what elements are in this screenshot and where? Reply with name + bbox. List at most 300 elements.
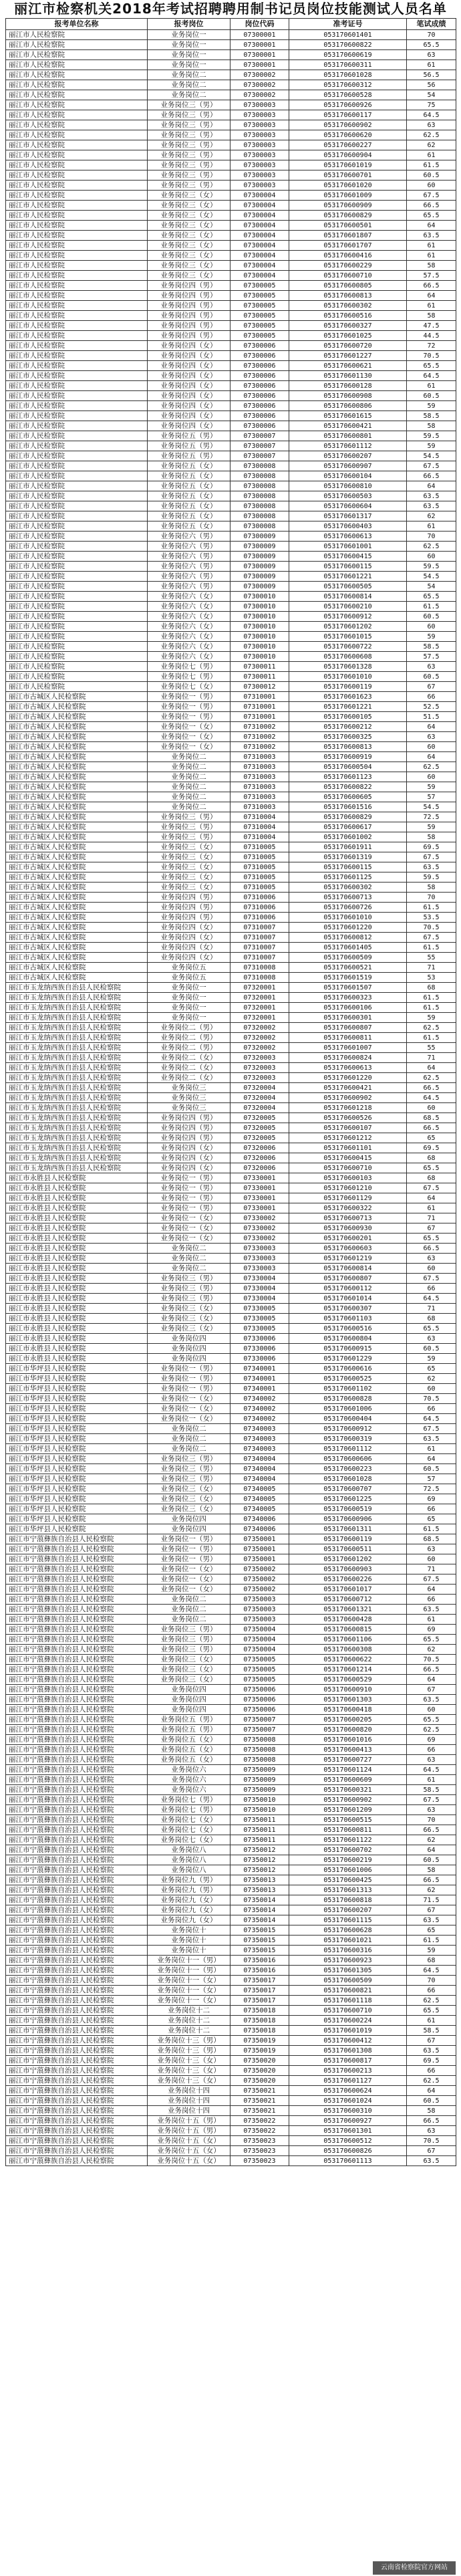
cell-unit: 丽江市宁蒗彝族自治县人民检察院 — [6, 2006, 148, 2016]
table-row — [6, 261, 456, 271]
table-row — [6, 1123, 456, 1133]
cell-ticket-number: 053170601007 — [289, 1043, 407, 1053]
cell-position: 业务岗位三（男） — [148, 1284, 230, 1294]
table-row — [6, 692, 456, 702]
cell-score: 56 — [407, 80, 456, 90]
cell-ticket-number: 053170601124 — [289, 1765, 407, 1775]
cell-unit: 丽江市宁蒗彝族自治县人民检察院 — [6, 2036, 148, 2046]
cell-position: 业务岗位十四 — [148, 2086, 230, 2096]
table-row — [6, 1374, 456, 1384]
cell-position: 业务岗位九（男） — [148, 1875, 230, 1885]
cell-ticket-number: 053170600418 — [289, 1705, 407, 1715]
cell-unit: 丽江市宁蒗彝族自治县人民检察院 — [6, 1905, 148, 1915]
cell-position-code: 07300003 — [230, 160, 289, 170]
cell-score: 64 — [407, 752, 456, 762]
cell-unit: 丽江市华坪县人民检察院 — [6, 1374, 148, 1384]
table-row — [6, 80, 456, 90]
cell-score: 66.5 — [407, 471, 456, 481]
cell-ticket-number: 053170601707 — [289, 241, 407, 251]
cell-score: 72 — [407, 341, 456, 351]
cell-ticket-number: 053170600413 — [289, 1745, 407, 1755]
cell-position-code: 07300002 — [230, 80, 289, 90]
table-row — [6, 662, 456, 672]
cell-position-code: 07310006 — [230, 893, 289, 903]
table-row — [6, 1284, 456, 1294]
cell-unit: 丽江市永胜县人民检察院 — [6, 1324, 148, 1334]
cell-score: 66.5 — [407, 1665, 456, 1675]
cell-position: 业务岗位三（男） — [148, 1474, 230, 1484]
cell-ticket-number: 053170601214 — [289, 1665, 407, 1675]
cell-score: 64 — [407, 1063, 456, 1073]
cell-score: 57 — [407, 792, 456, 802]
cell-ticket-number: 053170600805 — [289, 281, 407, 291]
cell-ticket-number: 053170600603 — [289, 1244, 407, 1254]
cell-position: 业务岗位二 — [148, 762, 230, 772]
cell-ticket-number: 053170601305 — [289, 1966, 407, 1976]
cell-position: 业务岗位二（女） — [148, 1063, 230, 1073]
cell-position-code: 07320001 — [230, 983, 289, 993]
cell-position: 业务岗位七（女） — [148, 1825, 230, 1835]
cell-position-code: 07310003 — [230, 792, 289, 802]
cell-ticket-number: 053170600316 — [289, 1946, 407, 1956]
cell-position: 业务岗位六（女） — [148, 602, 230, 612]
cell-unit: 丽江市永胜县人民检察院 — [6, 1264, 148, 1274]
cell-position: 业务岗位七（女） — [148, 1815, 230, 1825]
cell-ticket-number: 053170601219 — [289, 1254, 407, 1264]
cell-score: 64 — [407, 722, 456, 732]
table-row — [6, 1514, 456, 1524]
cell-position: 业务岗位十 — [148, 1946, 230, 1956]
cell-position-code: 07350013 — [230, 1885, 289, 1895]
cell-position-code: 07300005 — [230, 331, 289, 341]
cell-position: 业务岗位十五（女） — [148, 2136, 230, 2146]
cell-position: 业务岗位六（男） — [148, 572, 230, 582]
cell-position-code: 07350016 — [230, 1966, 289, 1976]
cell-score: 58 — [407, 261, 456, 271]
cell-position: 业务岗位三（女） — [148, 1665, 230, 1675]
cell-score: 72.5 — [407, 1484, 456, 1494]
cell-score: 66 — [407, 2066, 456, 2076]
cell-position: 业务岗位四（女） — [148, 341, 230, 351]
cell-position-code: 07350022 — [230, 2116, 289, 2126]
cell-position-code: 07330001 — [230, 1183, 289, 1193]
table-row — [6, 301, 456, 311]
cell-ticket-number: 053170601025 — [289, 331, 407, 341]
cell-ticket-number: 053170600226 — [289, 1574, 407, 1585]
cell-position-code: 07300006 — [230, 381, 289, 391]
cell-position-code: 07300010 — [230, 592, 289, 602]
table-row — [6, 1946, 456, 1956]
cell-position: 业务岗位七（男） — [148, 662, 230, 672]
cell-position-code: 07300001 — [230, 30, 289, 40]
cell-unit: 丽江市宁蒗彝族自治县人民检察院 — [6, 1815, 148, 1825]
cell-position: 业务岗位七（女） — [148, 1835, 230, 1845]
cell-ticket-number: 053170600201 — [289, 1234, 407, 1244]
cell-score: 65 — [407, 1514, 456, 1524]
table-row — [6, 1334, 456, 1344]
cell-score: 60 — [407, 552, 456, 562]
cell-score: 57.5 — [407, 652, 456, 662]
cell-ticket-number: 053170600818 — [289, 1895, 407, 1905]
cell-unit: 丽江市永胜县人民检察院 — [6, 1294, 148, 1304]
cell-position: 业务岗位二 — [148, 772, 230, 782]
cell-position-code: 07350022 — [230, 2126, 289, 2136]
cell-position-code: 07350014 — [230, 1915, 289, 1925]
cell-position-code: 07340001 — [230, 1384, 289, 1394]
cell-unit: 丽江市玉龙纳西族自治县人民检察院 — [6, 1123, 148, 1133]
table-row — [6, 732, 456, 742]
cell-ticket-number: 053170600519 — [289, 1504, 407, 1514]
table-row — [6, 1715, 456, 1725]
table-row — [6, 1845, 456, 1855]
cell-score: 68 — [407, 1956, 456, 1966]
cell-position: 业务岗位六（女） — [148, 592, 230, 602]
table-row — [6, 2026, 456, 2036]
cell-score: 75 — [407, 100, 456, 110]
cell-score: 62.5 — [407, 1023, 456, 1033]
cell-position-code: 07350007 — [230, 1725, 289, 1735]
cell-ticket-number: 053170601202 — [289, 622, 407, 632]
cell-unit: 丽江市人民检察院 — [6, 532, 148, 542]
cell-ticket-number: 053170601401 — [289, 30, 407, 40]
cell-position-code: 07340002 — [230, 1404, 289, 1414]
cell-unit: 丽江市人民检察院 — [6, 150, 148, 160]
cell-score: 63 — [407, 732, 456, 742]
cell-ticket-number: 053170600302 — [289, 301, 407, 311]
cell-score: 58 — [407, 1865, 456, 1875]
cell-unit: 丽江市人民检察院 — [6, 602, 148, 612]
table-row — [6, 481, 456, 491]
table-row — [6, 2096, 456, 2106]
table-row — [6, 1745, 456, 1755]
cell-unit: 丽江市人民检察院 — [6, 481, 148, 491]
cell-position: 业务岗位三（女） — [148, 1675, 230, 1685]
table-row — [6, 2076, 456, 2086]
cell-unit: 丽江市人民检察院 — [6, 251, 148, 261]
cell-score: 66 — [407, 1404, 456, 1414]
cell-ticket-number: 053170601001 — [289, 542, 407, 552]
cell-ticket-number: 053170600512 — [289, 2136, 407, 2146]
table-row — [6, 1665, 456, 1675]
cell-position-code: 07330003 — [230, 1264, 289, 1274]
cell-position: 业务岗位六（男） — [148, 552, 230, 562]
cell-position-code: 07300003 — [230, 140, 289, 150]
table-row — [6, 1203, 456, 1213]
cell-unit: 丽江市宁蒗彝族自治县人民检察院 — [6, 2126, 148, 2136]
cell-ticket-number: 053170600810 — [289, 481, 407, 491]
cell-position-code: 07300004 — [230, 221, 289, 231]
table-row — [6, 1705, 456, 1715]
cell-position: 业务岗位十 — [148, 1925, 230, 1936]
table-row — [6, 883, 456, 893]
cell-unit: 丽江市人民检察院 — [6, 662, 148, 672]
cell-position-code: 07330005 — [230, 1324, 289, 1334]
cell-ticket-number: 053170600814 — [289, 592, 407, 602]
table-row — [6, 953, 456, 963]
cell-unit: 丽江市人民检察院 — [6, 90, 148, 100]
cell-score: 68.5 — [407, 1113, 456, 1123]
cell-position-code: 07310006 — [230, 913, 289, 923]
cell-position: 业务岗位四（男） — [148, 281, 230, 291]
cell-position-code: 07340005 — [230, 1484, 289, 1494]
cell-score: 59 — [407, 632, 456, 642]
table-row — [6, 1023, 456, 1033]
cell-position-code: 07350015 — [230, 1946, 289, 1956]
cell-position: 业务岗位十一（女） — [148, 1996, 230, 2006]
cell-ticket-number: 053170601118 — [289, 1996, 407, 2006]
cell-score: 59.5 — [407, 562, 456, 572]
cell-ticket-number: 053170601130 — [289, 371, 407, 381]
table-row — [6, 582, 456, 592]
cell-unit: 丽江市人民检察院 — [6, 361, 148, 371]
cell-position-code: 07300008 — [230, 491, 289, 501]
cell-score: 62.5 — [407, 542, 456, 552]
cell-position: 业务岗位四（男） — [148, 1113, 230, 1123]
cell-position: 业务岗位五（男） — [148, 431, 230, 441]
cell-unit: 丽江市华坪县人民检察院 — [6, 1414, 148, 1424]
cell-ticket-number: 053170601010 — [289, 913, 407, 923]
cell-position: 业务岗位六（女） — [148, 612, 230, 622]
cell-ticket-number: 053170600710 — [289, 271, 407, 281]
cell-score: 62 — [407, 511, 456, 521]
cell-score: 54 — [407, 90, 456, 100]
cell-unit: 丽江市人民检察院 — [6, 321, 148, 331]
cell-position: 业务岗位三（男） — [148, 1464, 230, 1474]
cell-score: 62.5 — [407, 762, 456, 772]
cell-ticket-number: 053170600606 — [289, 1454, 407, 1464]
cell-position-code: 07320001 — [230, 1003, 289, 1013]
cell-unit: 丽江市永胜县人民检察院 — [6, 1244, 148, 1254]
cell-position-code: 07310008 — [230, 973, 289, 983]
cell-unit: 丽江市人民检察院 — [6, 562, 148, 572]
cell-ticket-number: 053170601229 — [289, 1354, 407, 1364]
cell-unit: 丽江市宁蒗彝族自治县人民检察院 — [6, 1915, 148, 1925]
cell-unit: 丽江市古城区人民检察院 — [6, 732, 148, 742]
cell-position-code: 07310003 — [230, 802, 289, 812]
cell-position-code: 07300006 — [230, 341, 289, 351]
cell-unit: 丽江市华坪县人民检察院 — [6, 1454, 148, 1464]
cell-score: 64.5 — [407, 1966, 456, 1976]
cell-unit: 丽江市人民检察院 — [6, 70, 148, 80]
cell-position: 业务岗位五（男） — [148, 1725, 230, 1735]
cell-ticket-number: 053170600806 — [289, 401, 407, 411]
cell-ticket-number: 053170600824 — [289, 1053, 407, 1063]
cell-position-code: 07350002 — [230, 1585, 289, 1595]
cell-unit: 丽江市人民检察院 — [6, 672, 148, 682]
cell-score: 65.5 — [407, 1715, 456, 1725]
cell-unit: 丽江市玉龙纳西族自治县人民检察院 — [6, 1153, 148, 1163]
cell-ticket-number: 053170601615 — [289, 411, 407, 421]
cell-position-code: 07350004 — [230, 1635, 289, 1645]
cell-position: 业务岗位六（男） — [148, 582, 230, 592]
cell-unit: 丽江市华坪县人民检察院 — [6, 1394, 148, 1404]
cell-position-code: 07300010 — [230, 652, 289, 662]
cell-unit: 丽江市古城区人民检察院 — [6, 842, 148, 852]
cell-ticket-number: 053170601129 — [289, 1193, 407, 1203]
table-row — [6, 1083, 456, 1093]
cell-position: 业务岗位二 — [148, 1244, 230, 1254]
cell-position-code: 07310008 — [230, 963, 289, 973]
cell-unit: 丽江市华坪县人民检察院 — [6, 1484, 148, 1494]
cell-unit: 丽江市华坪县人民检察院 — [6, 1434, 148, 1444]
cell-position: 业务岗位十三（男） — [148, 2036, 230, 2046]
cell-position: 业务岗位一（女） — [148, 1574, 230, 1585]
cell-unit: 丽江市古城区人民检察院 — [6, 692, 148, 702]
table-row — [6, 1244, 456, 1254]
cell-position: 业务岗位三（男） — [148, 1454, 230, 1464]
cell-unit: 丽江市人民检察院 — [6, 371, 148, 381]
cell-ticket-number: 053170601006 — [289, 1404, 407, 1414]
cell-ticket-number: 053170600105 — [289, 712, 407, 722]
table-row — [6, 391, 456, 401]
cell-score: 47.5 — [407, 321, 456, 331]
table-row — [6, 1304, 456, 1314]
cell-ticket-number: 053170601220 — [289, 923, 407, 933]
cell-unit: 丽江市永胜县人民检察院 — [6, 1334, 148, 1344]
cell-score: 67.5 — [407, 1424, 456, 1434]
cell-score: 70 — [407, 30, 456, 40]
table-row — [6, 1103, 456, 1113]
cell-ticket-number: 053170601020 — [289, 181, 407, 191]
table-row — [6, 501, 456, 511]
cell-score: 54.5 — [407, 802, 456, 812]
cell-position-code: 07300006 — [230, 391, 289, 401]
cell-unit: 丽江市古城区人民检察院 — [6, 782, 148, 792]
cell-ticket-number: 053170600722 — [289, 642, 407, 652]
table-row — [6, 1755, 456, 1765]
cell-position-code: 07300008 — [230, 481, 289, 491]
table-row — [6, 1805, 456, 1815]
cell-unit: 丽江市人民检察院 — [6, 351, 148, 361]
cell-unit: 丽江市宁蒗彝族自治县人民检察院 — [6, 2016, 148, 2026]
cell-position-code: 07320002 — [230, 1043, 289, 1053]
cell-unit: 丽江市宁蒗彝族自治县人民检察院 — [6, 2086, 148, 2096]
cell-score: 61 — [407, 381, 456, 391]
cell-position-code: 07300011 — [230, 662, 289, 672]
table-row — [6, 1424, 456, 1434]
cell-score: 67.5 — [407, 191, 456, 201]
cell-position-code: 07310003 — [230, 752, 289, 762]
cell-unit: 丽江市宁蒗彝族自治县人民检察院 — [6, 1625, 148, 1635]
cell-position-code: 07320002 — [230, 1023, 289, 1033]
cell-score: 67.5 — [407, 933, 456, 943]
cell-position: 业务岗位十一（男） — [148, 1966, 230, 1976]
cell-position: 业务岗位五（男） — [148, 451, 230, 461]
cell-unit: 丽江市宁蒗彝族自治县人民检察院 — [6, 1675, 148, 1685]
cell-position: 业务岗位七（女） — [148, 682, 230, 692]
table-row — [6, 401, 456, 411]
table-row — [6, 772, 456, 782]
cell-ticket-number: 053170600713 — [289, 1213, 407, 1223]
cell-position-code: 07350018 — [230, 2006, 289, 2016]
table-row — [6, 2056, 456, 2066]
cell-position-code: 07350009 — [230, 1775, 289, 1785]
table-row — [6, 1223, 456, 1234]
cell-position: 业务岗位三（男） — [148, 100, 230, 110]
table-row — [6, 933, 456, 943]
cell-position: 业务岗位四（男） — [148, 321, 230, 331]
cell-score: 58 — [407, 311, 456, 321]
cell-position-code: 07310007 — [230, 943, 289, 953]
cell-position-code: 07350009 — [230, 1785, 289, 1795]
table-row — [6, 30, 456, 40]
cell-score: 61 — [407, 1615, 456, 1625]
cell-ticket-number: 053170600904 — [289, 150, 407, 160]
table-row — [6, 762, 456, 772]
cell-score: 63.5 — [407, 2046, 456, 2056]
cell-position: 业务岗位九（女） — [148, 1895, 230, 1905]
cell-score: 61.5 — [407, 1524, 456, 1534]
cell-position-code: 07310005 — [230, 842, 289, 852]
table-row — [6, 1905, 456, 1915]
table-row — [6, 1153, 456, 1163]
table-row — [6, 431, 456, 441]
cell-position-code: 07350012 — [230, 1855, 289, 1865]
cell-ticket-number: 053170600311 — [289, 60, 407, 70]
cell-ticket-number: 053170600529 — [289, 1675, 407, 1685]
cell-unit: 丽江市宁蒗彝族自治县人民检察院 — [6, 1795, 148, 1805]
cell-position: 业务岗位六（男） — [148, 542, 230, 552]
cell-position: 业务岗位三（女） — [148, 261, 230, 271]
cell-unit: 丽江市宁蒗彝族自治县人民检察院 — [6, 1615, 148, 1625]
cell-position-code: 07310005 — [230, 883, 289, 893]
cell-unit: 丽江市古城区人民检察院 — [6, 923, 148, 933]
table-row — [6, 421, 456, 431]
cell-position-code: 07300005 — [230, 321, 289, 331]
cell-unit: 丽江市宁蒗彝族自治县人民检察院 — [6, 2026, 148, 2036]
cell-position-code: 07350023 — [230, 2156, 289, 2166]
cell-position: 业务岗位四（男） — [148, 301, 230, 311]
cell-unit: 丽江市人民检察院 — [6, 60, 148, 70]
table-row — [6, 802, 456, 812]
table-row — [6, 712, 456, 722]
cell-ticket-number: 053170600829 — [289, 211, 407, 221]
cell-position: 业务岗位三 — [148, 1093, 230, 1103]
cell-position-code: 07330004 — [230, 1294, 289, 1304]
cell-position: 业务岗位三（男） — [148, 1294, 230, 1304]
cell-position-code: 07350001 — [230, 1554, 289, 1564]
cell-unit: 丽江市宁蒗彝族自治县人民检察院 — [6, 1835, 148, 1845]
cell-unit: 丽江市人民检察院 — [6, 191, 148, 201]
table-row — [6, 1264, 456, 1274]
cell-unit: 丽江市人民检察院 — [6, 140, 148, 150]
cell-ticket-number: 053170601227 — [289, 351, 407, 361]
cell-unit: 丽江市古城区人民检察院 — [6, 852, 148, 862]
cell-position: 业务岗位七（男） — [148, 672, 230, 682]
cell-position-code: 07300009 — [230, 562, 289, 572]
cell-score: 65.5 — [407, 361, 456, 371]
cell-position: 业务岗位三（女） — [148, 883, 230, 893]
cell-position: 业务岗位三（女） — [148, 1484, 230, 1494]
cell-unit: 丽江市宁蒗彝族自治县人民检察院 — [6, 1895, 148, 1905]
cell-position: 业务岗位一 — [148, 1013, 230, 1023]
cell-position-code: 07340003 — [230, 1424, 289, 1434]
cell-position-code: 07310003 — [230, 772, 289, 782]
table-row — [6, 1966, 456, 1976]
cell-position-code: 07300004 — [230, 271, 289, 281]
cell-ticket-number: 053170600412 — [289, 2036, 407, 2046]
cell-position: 业务岗位二 — [148, 752, 230, 762]
cell-position-code: 07310004 — [230, 832, 289, 842]
cell-ticket-number: 053170600104 — [289, 471, 407, 481]
cell-position-code: 07300004 — [230, 261, 289, 271]
cell-position: 业务岗位五（女） — [148, 501, 230, 511]
cell-unit: 丽江市宁蒗彝族自治县人民检察院 — [6, 2146, 148, 2156]
cell-score: 69.5 — [407, 842, 456, 852]
table-row — [6, 1875, 456, 1885]
cell-position: 业务岗位四 — [148, 1695, 230, 1705]
cell-score: 69 — [407, 1625, 456, 1635]
